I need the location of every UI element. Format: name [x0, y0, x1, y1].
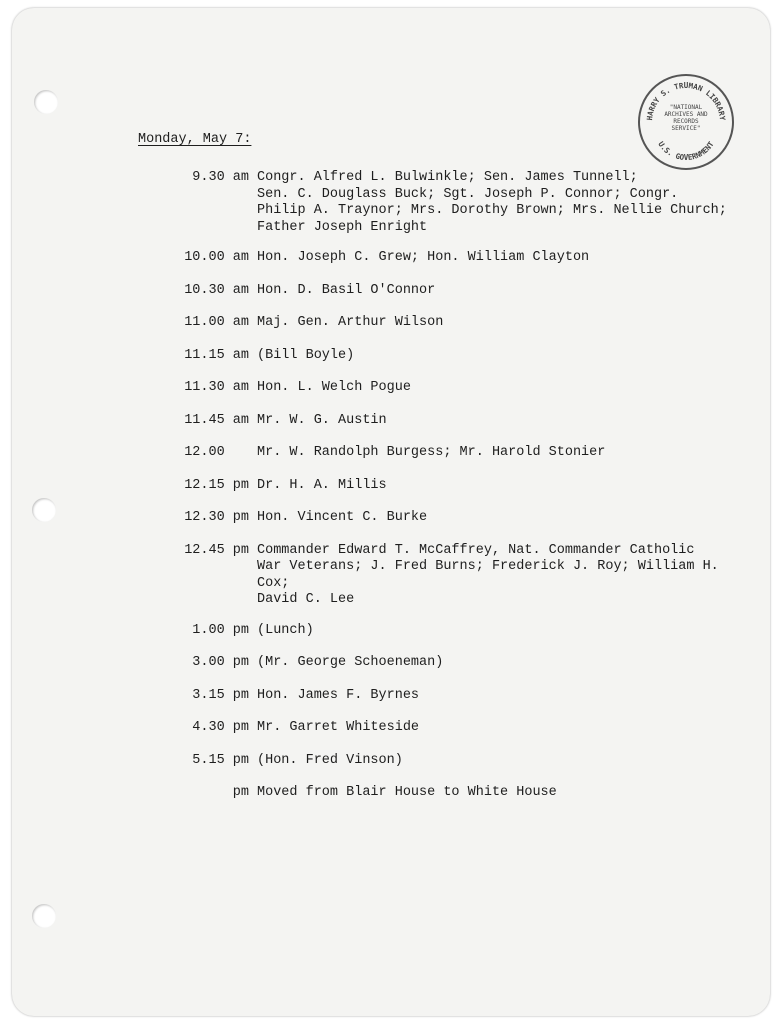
entry-time: pm	[232, 785, 249, 800]
schedule-entry	[142, 543, 752, 609]
entry-text: (Lunch)	[257, 622, 314, 638]
schedule-entry	[142, 688, 752, 705]
entry-time: 4.30 pm	[192, 720, 249, 735]
schedule-entry	[142, 623, 752, 640]
entry-time: 11.30 am	[184, 380, 249, 395]
entry-text: Mr. W. G. Austin	[257, 412, 387, 428]
schedule-entry	[142, 510, 752, 527]
schedule-entry	[142, 785, 752, 802]
archive-stamp	[638, 74, 734, 170]
entry-time: 12.00	[184, 445, 249, 460]
entry-text: Hon. James F. Byrnes	[257, 687, 420, 703]
entry-time: 10.00 am	[184, 250, 249, 265]
entry-text: (Mr. George Schoeneman)	[257, 655, 444, 670]
punch-hole-bottom	[32, 904, 56, 928]
stamp-ring-text: HARRY S. TRUMAN LIBRARY	[644, 81, 728, 121]
schedule-entry	[142, 250, 752, 267]
schedule-entry	[142, 445, 752, 462]
document-page	[12, 8, 770, 1016]
entry-time: 12.45 pm	[184, 542, 249, 558]
entry-time: 11.00 am	[184, 315, 249, 330]
schedule-entry	[142, 753, 752, 770]
entry-time: 12.15 pm	[184, 477, 249, 493]
entry-time: 1.00 pm	[192, 622, 249, 638]
entry-text: Hon. Joseph C. Grew; Hon. William Clayton	[257, 250, 590, 265]
stamp-ring-text-bottom: U.S. GOVERNMENT	[656, 139, 716, 162]
entry-time: 10.30 am	[184, 282, 249, 298]
entry-text: Hon. D. Basil O'Connor	[257, 282, 436, 298]
entry-text: Mr. Garret Whiteside	[257, 720, 420, 735]
entry-text: Hon. Vincent C. Burke	[257, 510, 428, 525]
entry-time: 12.30 pm	[184, 510, 249, 525]
schedule-entry	[142, 720, 752, 737]
schedule-entry	[142, 478, 752, 495]
schedule-entry	[142, 380, 752, 397]
entry-time: 11.45 am	[184, 412, 249, 428]
entry-text: Moved from Blair House to White House	[257, 785, 557, 800]
schedule-entry	[142, 283, 752, 300]
entry-text: Mr. W. Randolph Burgess; Mr. Harold Stonier	[257, 445, 606, 460]
entry-time: 9.30 am	[192, 170, 249, 185]
entry-text: (Hon. Fred Vinson)	[257, 752, 403, 768]
entry-text: Commander Edward T. McCaffrey, Nat. Commander Catholic War Veterans; J. Fred Burns; Frederick J. Roy; William H. Cox; David C. Lee	[257, 542, 719, 607]
entry-text: Dr. H. A. Millis	[257, 477, 387, 493]
schedule-entry	[142, 413, 752, 430]
schedule-entry	[142, 348, 752, 365]
punch-hole-top	[34, 90, 58, 114]
schedule-entry	[142, 655, 752, 672]
stamp-center-text	[658, 104, 714, 132]
entry-time: 3.00 pm	[192, 655, 249, 670]
entry-text: Hon. L. Welch Pogue	[257, 380, 411, 395]
stamp-center-line: RECORDS	[673, 118, 699, 125]
entry-time: 3.15 pm	[192, 687, 249, 703]
entry-text: (Bill Boyle)	[257, 347, 355, 363]
entry-time: 11.15 am	[184, 347, 249, 363]
schedule-entry	[142, 170, 752, 236]
schedule-list	[142, 170, 752, 802]
schedule-heading: Monday, May 7:	[138, 132, 252, 147]
entry-text: Maj. Gen. Arthur Wilson	[257, 315, 444, 330]
entry-time: 5.15 pm	[192, 752, 249, 768]
punch-hole-middle	[32, 498, 56, 522]
stamp-center-line: "NATIONAL	[669, 104, 703, 111]
stamp-center-line: ARCHIVES AND	[664, 111, 708, 118]
svg-text:U.S. GOVERNMENT	[656, 139, 716, 162]
schedule-entry	[142, 315, 752, 332]
entry-text: Congr. Alfred L. Bulwinkle; Sen. James Tunnell; Sen. C. Douglass Buck; Sgt. Joseph P. Connor; Congr. Philip A. Traynor; Mrs. Dorothy Brown; Mrs. Nellie Church; Father Joseph Enright	[257, 170, 727, 235]
stamp-center-line: SERVICE"	[671, 125, 701, 132]
